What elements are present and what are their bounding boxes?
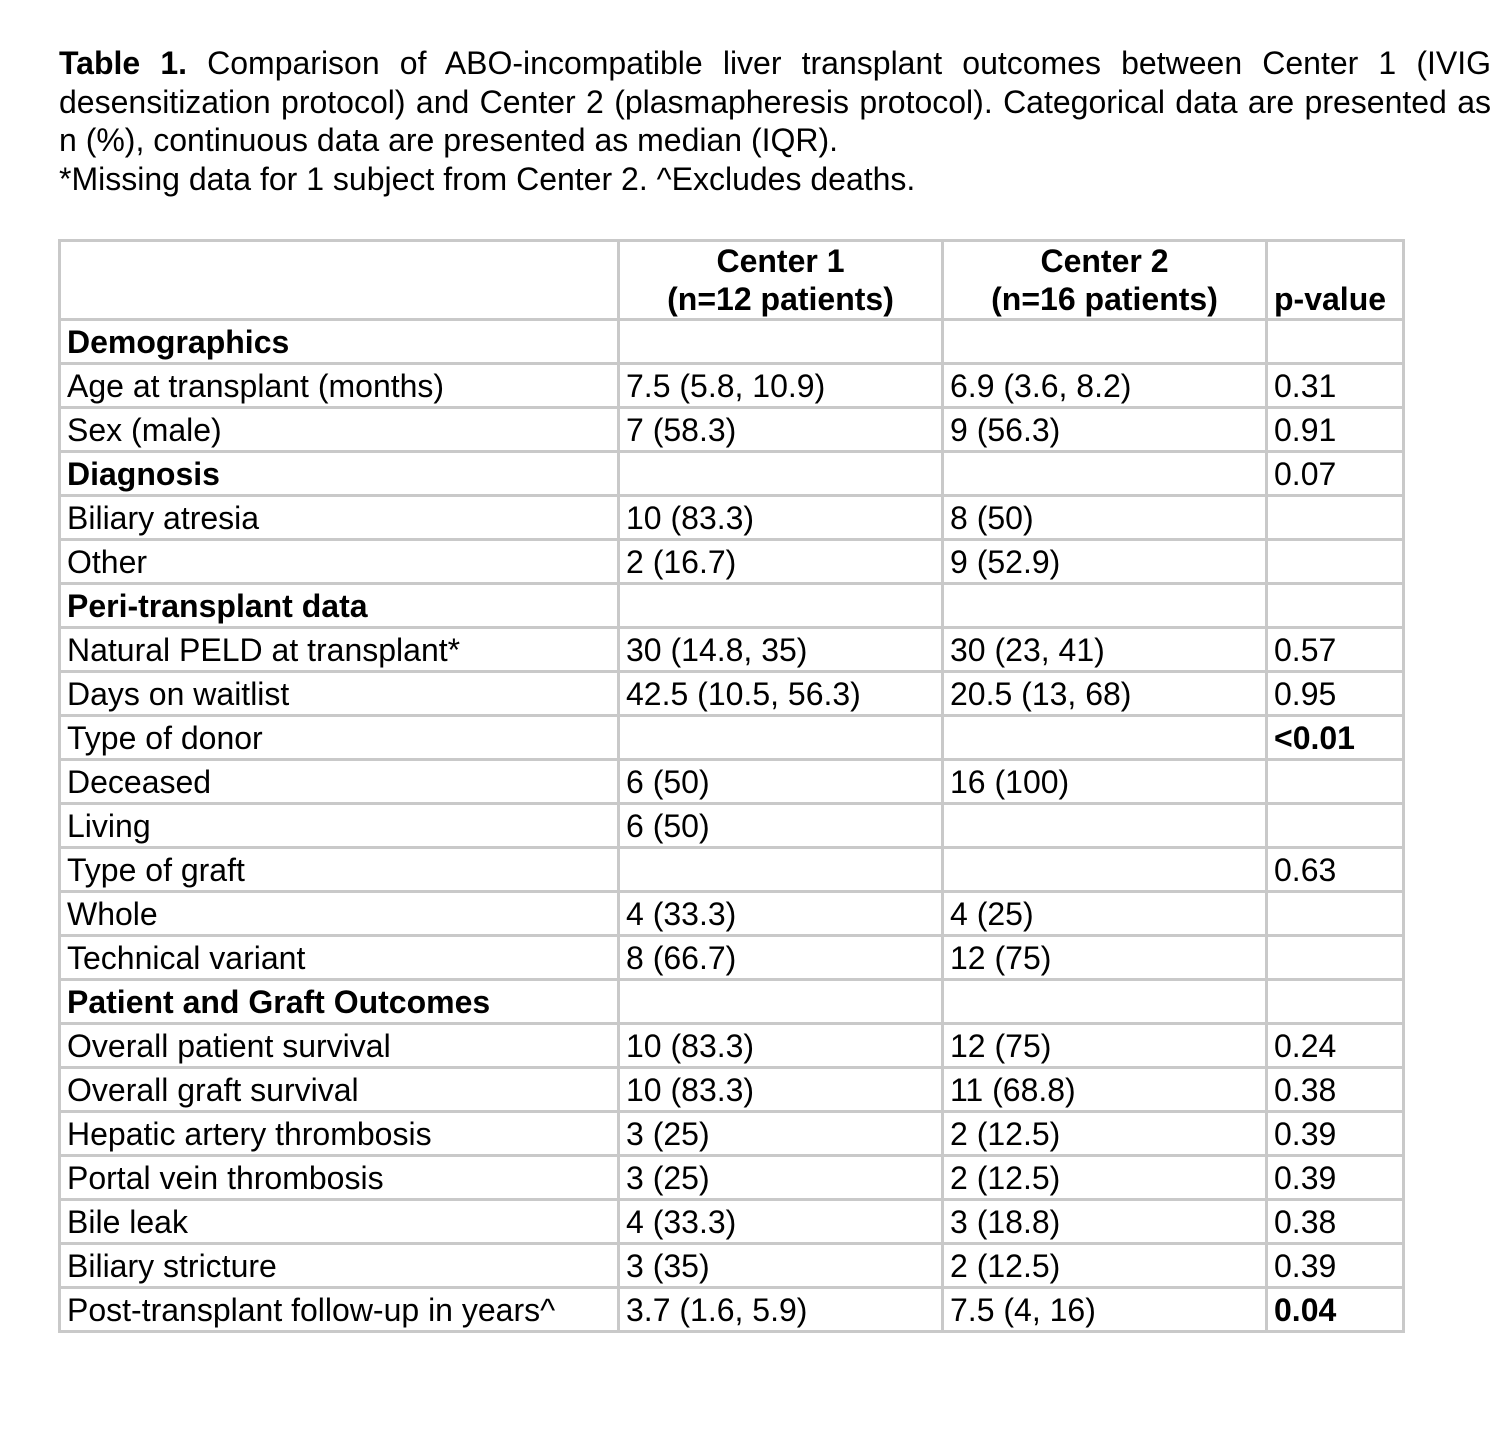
table-row	[60, 364, 1404, 408]
p-value: 0.63	[1267, 848, 1404, 892]
table-row	[60, 496, 1404, 540]
p-value	[1267, 936, 1404, 980]
center2-value	[943, 584, 1267, 628]
row-label: Biliary atresia	[60, 496, 619, 540]
center2-value	[943, 848, 1267, 892]
caption-label: Table 1.	[59, 45, 188, 81]
center1-value	[619, 452, 943, 496]
table-row	[60, 892, 1404, 936]
p-value: 0.39	[1267, 1112, 1404, 1156]
p-value	[1267, 760, 1404, 804]
center1-value: 7.5 (5.8, 10.9)	[619, 364, 943, 408]
table-row	[60, 452, 1404, 496]
p-value: 0.38	[1267, 1200, 1404, 1244]
header-center2	[943, 241, 1267, 320]
header-label-cell	[60, 241, 619, 320]
center2-value: 7.5 (4, 16)	[943, 1288, 1267, 1332]
row-label: Deceased	[60, 760, 619, 804]
section-label: Patient and Graft Outcomes	[60, 980, 619, 1024]
row-label: Type of donor	[60, 716, 619, 760]
section-label: Diagnosis	[60, 452, 619, 496]
center1-value: 10 (83.3)	[619, 1024, 943, 1068]
table-row	[60, 980, 1404, 1024]
center2-value: 9 (56.3)	[943, 408, 1267, 452]
p-value	[1267, 804, 1404, 848]
center2-value: 20.5 (13, 68)	[943, 672, 1267, 716]
table-row	[60, 1200, 1404, 1244]
row-label: Type of graft	[60, 848, 619, 892]
center2-value: 8 (50)	[943, 496, 1267, 540]
center2-value: 6.9 (3.6, 8.2)	[943, 364, 1267, 408]
table-row	[60, 804, 1404, 848]
header-pvalue: p-value	[1267, 241, 1404, 320]
center1-value	[619, 584, 943, 628]
row-label: Biliary stricture	[60, 1244, 619, 1288]
table-row	[60, 1244, 1404, 1288]
p-value	[1267, 320, 1404, 364]
row-label: Post-transplant follow-up in years^	[60, 1288, 619, 1332]
center1-value: 4 (33.3)	[619, 892, 943, 936]
row-label: Living	[60, 804, 619, 848]
row-label: Sex (male)	[60, 408, 619, 452]
table-row	[60, 1068, 1404, 1112]
center1-value	[619, 980, 943, 1024]
table-row	[60, 628, 1404, 672]
p-value: 0.91	[1267, 408, 1404, 452]
caption-main	[59, 44, 1491, 160]
table-row	[60, 848, 1404, 892]
p-value: 0.57	[1267, 628, 1404, 672]
center1-value: 3 (35)	[619, 1244, 943, 1288]
row-label: Overall graft survival	[60, 1068, 619, 1112]
row-label: Whole	[60, 892, 619, 936]
row-label: Natural PELD at transplant*	[60, 628, 619, 672]
table-row	[60, 936, 1404, 980]
center1-value	[619, 716, 943, 760]
center1-value: 6 (50)	[619, 804, 943, 848]
row-label: Age at transplant (months)	[60, 364, 619, 408]
center2-value: 12 (75)	[943, 1024, 1267, 1068]
p-value: 0.95	[1267, 672, 1404, 716]
p-value	[1267, 584, 1404, 628]
table-row	[60, 1024, 1404, 1068]
center2-value	[943, 716, 1267, 760]
p-value: 0.31	[1267, 364, 1404, 408]
header-center2-n: (n=16 patients)	[991, 281, 1218, 317]
table-caption	[59, 44, 1491, 198]
center2-value	[943, 980, 1267, 1024]
center1-value: 8 (66.7)	[619, 936, 943, 980]
table-row	[60, 760, 1404, 804]
p-value	[1267, 540, 1404, 584]
table-row	[60, 716, 1404, 760]
table-row	[60, 1112, 1404, 1156]
table-row	[60, 1156, 1404, 1200]
center1-value: 6 (50)	[619, 760, 943, 804]
p-value: 0.39	[1267, 1244, 1404, 1288]
center2-value: 2 (12.5)	[943, 1112, 1267, 1156]
p-value	[1267, 892, 1404, 936]
table-row	[60, 540, 1404, 584]
p-value: 0.24	[1267, 1024, 1404, 1068]
row-label: Other	[60, 540, 619, 584]
p-value: <0.01	[1267, 716, 1404, 760]
p-value: 0.07	[1267, 452, 1404, 496]
caption-text: Comparison of ABO-incompatible liver transplant outcomes between Center 1 (IVIG desensitization protocol) and Center 2 (plasmapheresis protocol). Categorical data are presented as n (%), continuous data are presented as median (IQR).	[59, 45, 1492, 158]
table-row	[60, 320, 1404, 364]
center1-value	[619, 848, 943, 892]
center2-value: 4 (25)	[943, 892, 1267, 936]
center2-value: 9 (52.9)	[943, 540, 1267, 584]
center1-value: 3.7 (1.6, 5.9)	[619, 1288, 943, 1332]
center2-value	[943, 804, 1267, 848]
p-value	[1267, 496, 1404, 540]
section-label: Demographics	[60, 320, 619, 364]
table-row	[60, 672, 1404, 716]
header-center1	[619, 241, 943, 320]
caption-footnote: *Missing data for 1 subject from Center 2. ^Excludes deaths.	[59, 160, 916, 197]
center1-value: 3 (25)	[619, 1112, 943, 1156]
header-center2-name: Center 2	[1040, 243, 1169, 279]
center2-value: 11 (68.8)	[943, 1068, 1267, 1112]
table-row	[60, 1288, 1404, 1332]
row-label: Technical variant	[60, 936, 619, 980]
table-row	[60, 584, 1404, 628]
table-header-row	[60, 241, 1404, 320]
center1-value	[619, 320, 943, 364]
center1-value: 7 (58.3)	[619, 408, 943, 452]
center1-value: 2 (16.7)	[619, 540, 943, 584]
center2-value: 12 (75)	[943, 936, 1267, 980]
center1-value: 4 (33.3)	[619, 1200, 943, 1244]
row-label: Days on waitlist	[60, 672, 619, 716]
row-label: Bile leak	[60, 1200, 619, 1244]
section-label: Peri-transplant data	[60, 584, 619, 628]
row-label: Portal vein thrombosis	[60, 1156, 619, 1200]
center2-value: 16 (100)	[943, 760, 1267, 804]
center2-value	[943, 452, 1267, 496]
center2-value: 30 (23, 41)	[943, 628, 1267, 672]
center1-value: 3 (25)	[619, 1156, 943, 1200]
row-label: Hepatic artery thrombosis	[60, 1112, 619, 1156]
p-value: 0.39	[1267, 1156, 1404, 1200]
row-label: Overall patient survival	[60, 1024, 619, 1068]
center1-value: 10 (83.3)	[619, 496, 943, 540]
p-value: 0.04	[1267, 1288, 1404, 1332]
center1-value: 30 (14.8, 35)	[619, 628, 943, 672]
header-center1-name: Center 1	[716, 243, 845, 279]
center1-value: 42.5 (10.5, 56.3)	[619, 672, 943, 716]
p-value: 0.38	[1267, 1068, 1404, 1112]
center2-value: 3 (18.8)	[943, 1200, 1267, 1244]
comparison-table	[58, 239, 1405, 1333]
header-center1-n: (n=12 patients)	[667, 281, 894, 317]
center2-value: 2 (12.5)	[943, 1244, 1267, 1288]
center2-value: 2 (12.5)	[943, 1156, 1267, 1200]
center2-value	[943, 320, 1267, 364]
table-row	[60, 408, 1404, 452]
p-value	[1267, 980, 1404, 1024]
center1-value: 10 (83.3)	[619, 1068, 943, 1112]
